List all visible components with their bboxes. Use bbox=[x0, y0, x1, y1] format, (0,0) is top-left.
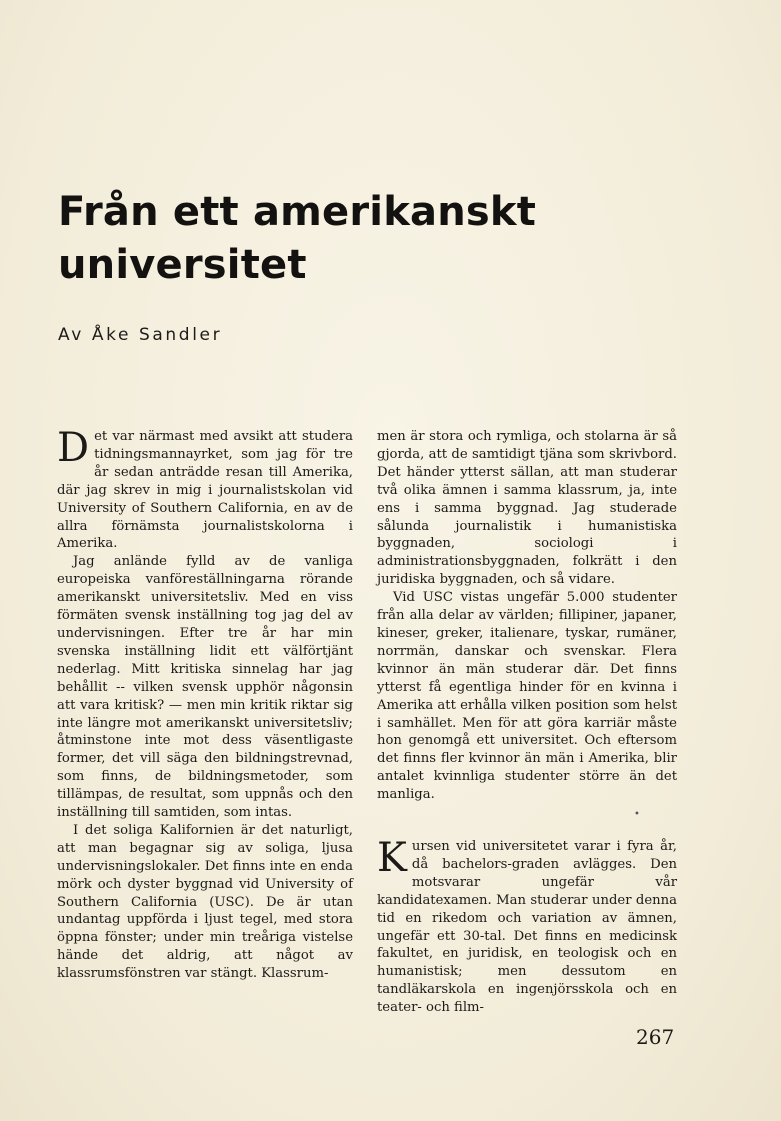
page-number: 267 bbox=[636, 1025, 675, 1049]
paragraph: Vid USC vistas ungefär 5.000 studenter från alla delar av världen; fillipiner, japaner, kineser, greker, italienare, tyskar, rumäner, norrmän, danskar och svenskar. Flera kvinnor än män studerar där. Det finns ytterst få egentliga hinder för en kvinna i Amerika att erhålla vilken position som helst i samhället. Men för att göra karriär måste hon genomgå ett universitet. Och eftersom det finns fler kvinnor än män i Amerika, blir antalet kvinnliga studenter större än det manliga. bbox=[377, 590, 677, 803]
title-line-2: universitet bbox=[58, 242, 307, 288]
paragraph bbox=[57, 425, 353, 553]
paragraph: Jag anlände fylld av de vanliga europeiska vanföreställningarna rörande amerikanskt universitetsliv. Med en viss förmäten svensk inställning tog jag del av undervisningen. Efter tre år har min svenska inställning lidit ett välförtjänt nederlag. Mitt kritiska sinnelag har jag behållit -- vilken svensk upphör någonsin att vara kritisk? — men min kritik riktar sig inte längre mot amerikanskt universitetsliv; åtminstone inte mot dess väsentligaste former, det vill säga den bildningstrevnad, som finns, de bildningsmetoder, som tillämpas, de resultat, som uppnås och den inställning till samtiden, som intas. bbox=[57, 554, 353, 821]
right-column bbox=[377, 428, 677, 1017]
paragraph: men är stora och rymliga, och stolarna är så gjorda, att de samtidigt tjäna som skrivbord. Det händer ytterst sällan, att man studerar två olika ämnen i samma klassrum, ja, inte ens i samma byggnad. Jag studerade sålunda journalistik i humanistiska byggnaden, sociologi i administrationsbyggnaden, folkrätt i den juridiska byggnaden, och så vidare. bbox=[377, 429, 677, 588]
paragraph-text: et var närmast med avsikt att studera tidningsmannayrket, som jag för tre år sedan anträdde resan till Amerika, där jag skrev in mig i journalistskolan vid University of Southern California, en av de allra förnämsta journalistskolorna i Amerika. bbox=[57, 429, 353, 552]
article-title bbox=[58, 186, 578, 292]
left-column bbox=[57, 425, 353, 983]
paragraph: I det soliga Kalifornien är det naturligt, att man begagnar sig av soliga, ljusa undervisningslokaler. Det finns inte en enda mörk och dyster byggnad vid University of Southern California (USC). De är utan undantag uppförda i ljust tegel, med stora öppna fönster; under min treåriga vistelse hände det aldrig, att något av klassrumsfönstren var stängt. Klassrum- bbox=[57, 822, 353, 982]
drop-cap: D bbox=[57, 425, 90, 471]
section-separator bbox=[377, 804, 677, 838]
paragraph bbox=[377, 835, 677, 1017]
separator-dot: • bbox=[634, 809, 640, 821]
paragraph-text: ursen vid universitetet varar i fyra år, då bachelors-graden avlägges. Den motsvarar ungefär vår kandidatexamen. Man studerar under denna tid en rikedom och variation av ämnen, ungefär ett 30-tal. Det finns en medicinsk fakultet, en juridisk, en teologisk och en humanistisk; men dessutom en tandläkarskola en ingenjörsskola och en teater- och film- bbox=[377, 839, 677, 1016]
drop-cap: K bbox=[377, 835, 407, 882]
title-line-1: Från ett amerikanskt bbox=[58, 189, 537, 235]
byline: Av Åke Sandler bbox=[58, 325, 223, 345]
